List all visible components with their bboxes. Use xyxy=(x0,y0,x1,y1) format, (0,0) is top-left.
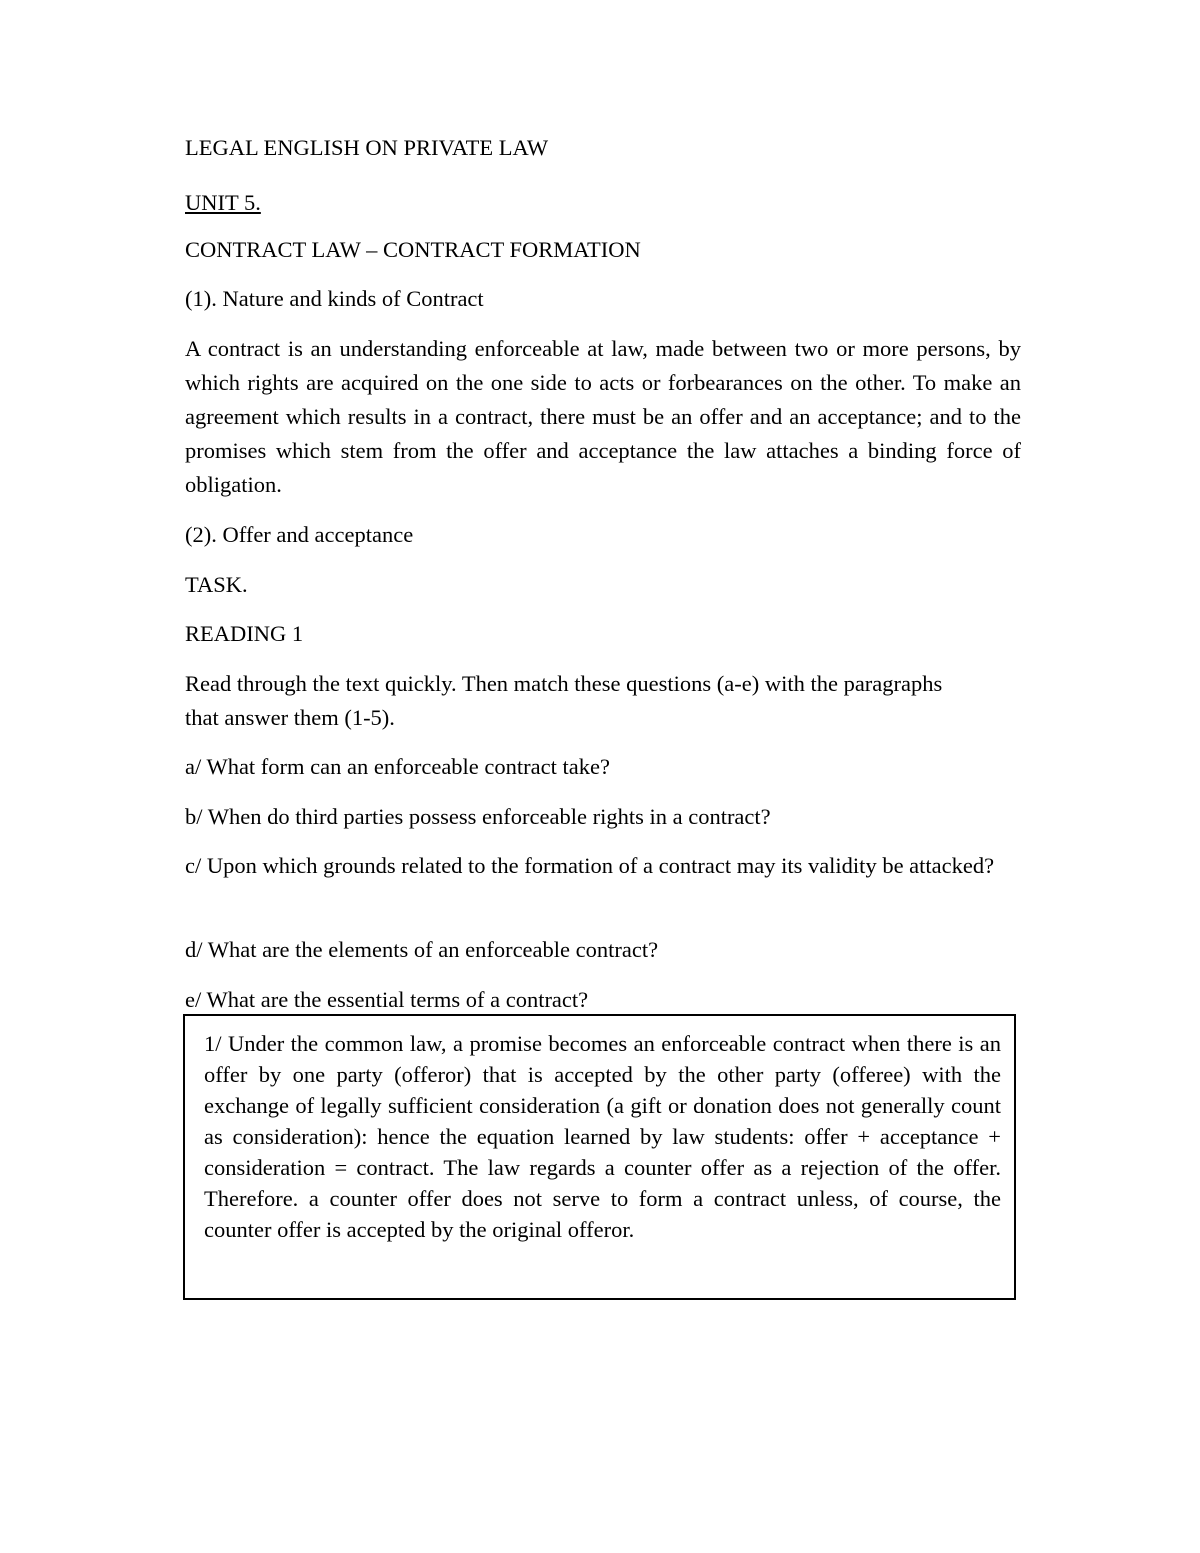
section2-heading: (2). Offer and acceptance xyxy=(185,522,414,547)
question-e: e/ What are the essential terms of a contract? xyxy=(185,987,589,1012)
section1-paragraph: A contract is an understanding enforceable at law, made between two or more persons, by which rights are acquired on the one side to acts or forbearances on the other. To make an agreement which results in a contract, there must be an offer and an acceptance; and to the promises which stem from the offer and acceptance the law attaches a binding force of obligation. xyxy=(185,336,1021,497)
question-d: d/ What are the elements of an enforceable contract? xyxy=(185,937,659,962)
question-b: b/ When do third parties possess enforceable rights in a contract? xyxy=(185,804,771,829)
document-title: LEGAL ENGLISH ON PRIVATE LAW xyxy=(185,135,549,160)
unit-heading: UNIT 5. xyxy=(185,190,261,215)
task-label: TASK. xyxy=(185,572,248,597)
question-c: c/ Upon which grounds related to the formation of a contract may its validity be attacked? xyxy=(185,853,995,878)
instructions-paragraph: Read through the text quickly. Then match these questions (a-e) with the paragraphs that answer them (1-5). xyxy=(185,671,943,730)
reading-label: READING 1 xyxy=(185,621,304,646)
question-a: a/ What form can an enforceable contract take? xyxy=(185,754,610,779)
paragraph-1-text: 1/ Under the common law, a promise becomes an enforceable contract when there is an offer by one party (offeror) that is accepted by the other party (offeree) with the exchange of legally sufficient consideration (a gift or donation does not generally count as consideration): hence the equation learned by law students: offer + acceptance + consideration = contract. The law regards a counter offer as a rejection of the offer. Therefore. a counter offer does not serve to form a contract unless, of course, the counter offer is accepted by the original offeror. xyxy=(204,1031,1001,1242)
topic-heading: CONTRACT LAW – CONTRACT FORMATION xyxy=(185,237,641,262)
section1-heading: (1). Nature and kinds of Contract xyxy=(185,286,484,311)
reading-text-box xyxy=(183,1014,1016,1300)
